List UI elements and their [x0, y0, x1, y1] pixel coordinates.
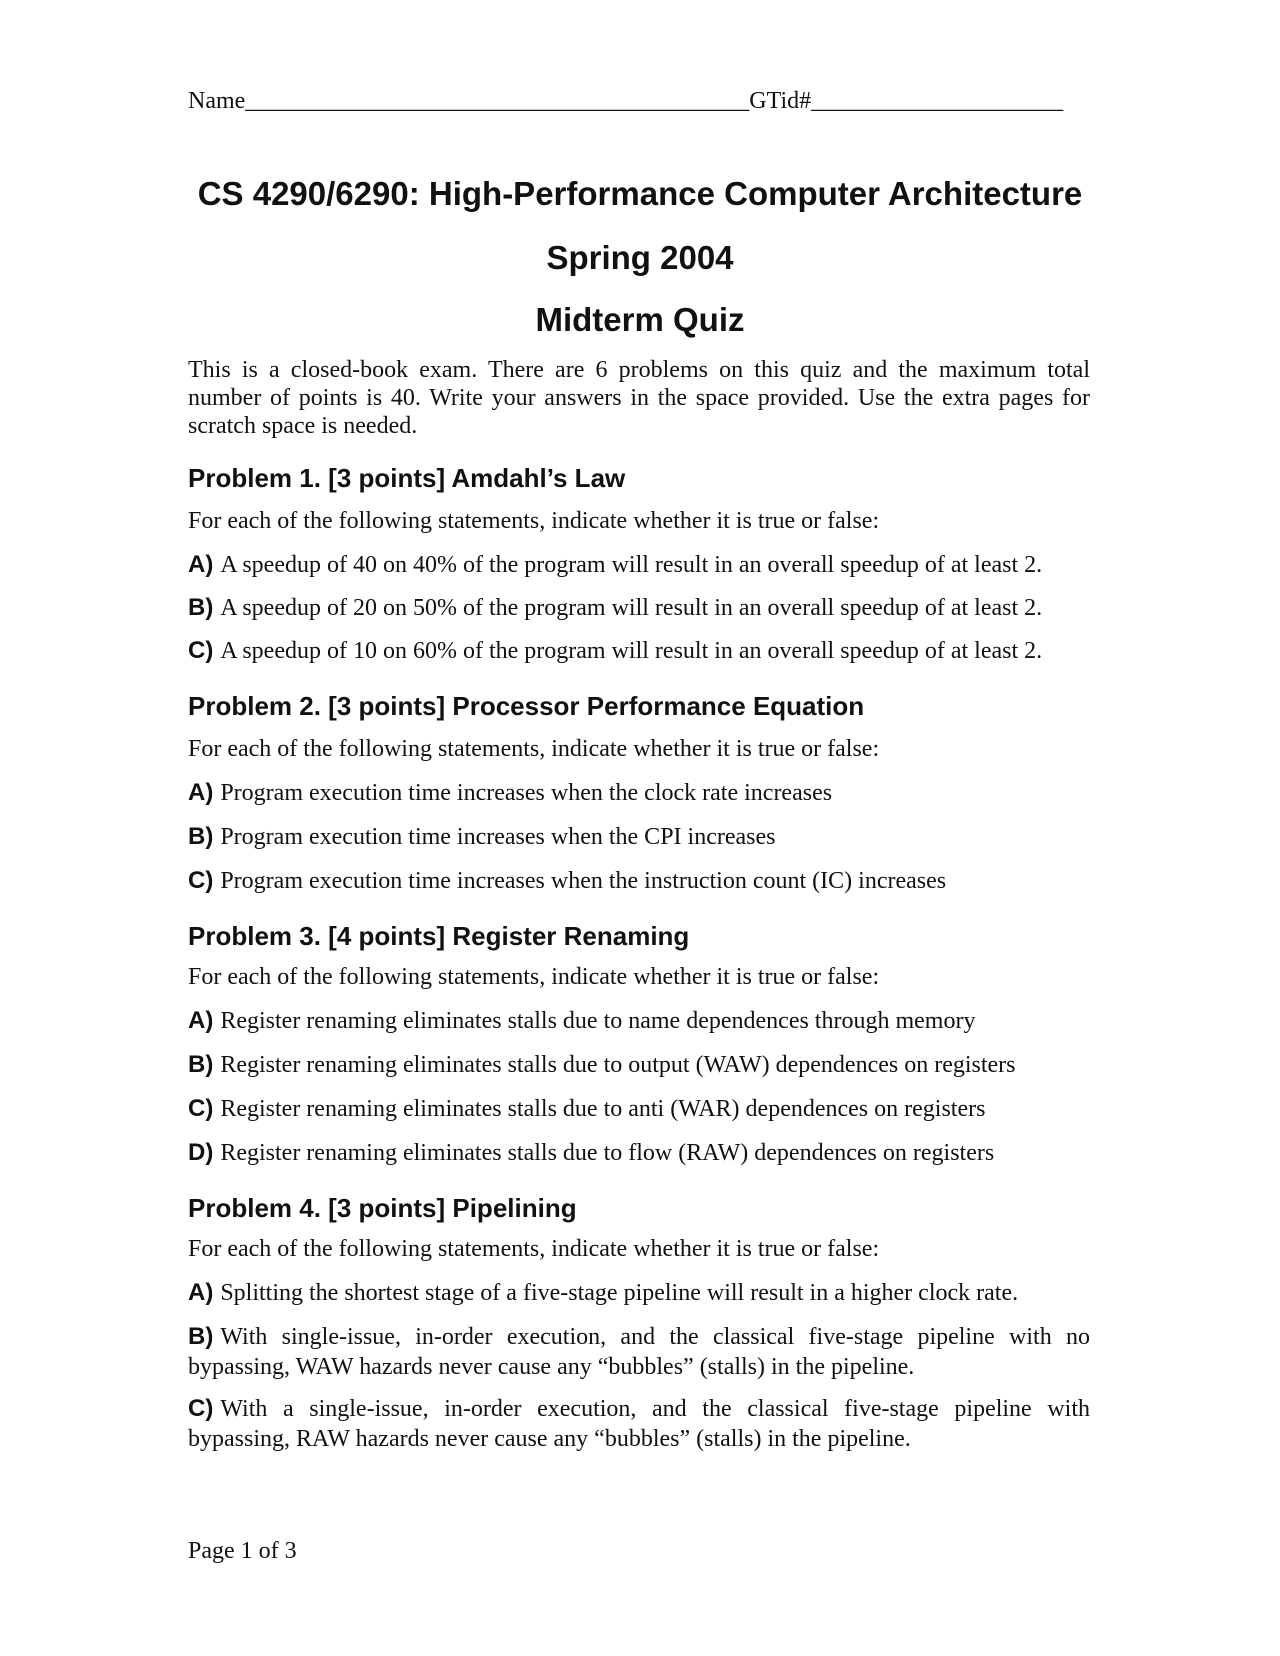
- problem-4-heading: Problem 4. [3 points] Pipelining: [188, 1193, 577, 1223]
- problem-1-statement-a: [188, 550, 1090, 580]
- statement-letter: C): [188, 1395, 214, 1422]
- term-title: Spring 2004: [546, 239, 734, 276]
- problem-2-statement-b: [188, 822, 1090, 852]
- statement-letter: A): [188, 779, 214, 806]
- name-gtid-line: Name__________________________________________GTid#_____________________: [188, 88, 1064, 114]
- page-number: Page 1 of 3: [188, 1538, 297, 1564]
- statement-text: A speedup of 10 on 60% of the program will result in an overall speedup of at least 2.: [220, 638, 1043, 664]
- problem-3-statement-a: [188, 1006, 1090, 1036]
- statement-text: Splitting the shortest stage of a five-stage pipeline will result in a higher clock rate.: [220, 1280, 1019, 1306]
- problem-3-statement-b: [188, 1050, 1090, 1080]
- problem-2-statement-c: [188, 866, 1090, 896]
- statement-text: Register renaming eliminates stalls due to anti (WAR) dependences on registers: [220, 1096, 986, 1122]
- statement-letter: C): [188, 1095, 214, 1122]
- statement-letter: A): [188, 551, 214, 578]
- problem-4-prompt: For each of the following statements, indicate whether it is true or false:: [188, 1236, 880, 1262]
- statement-text: Register renaming eliminates stalls due to name dependences through memory: [220, 1008, 976, 1034]
- problem-3-prompt: For each of the following statements, indicate whether it is true or false:: [188, 964, 880, 990]
- statement-text: Program execution time increases when the clock rate increases: [220, 780, 833, 806]
- statement-letter: C): [188, 867, 214, 894]
- statement-text: A speedup of 40 on 40% of the program will result in an overall speedup of at least 2.: [220, 552, 1043, 578]
- statement-text: Register renaming eliminates stalls due to flow (RAW) dependences on registers: [220, 1140, 995, 1166]
- statement-text: With a single-issue, in-order execution, and the classical five-stage pipeline with bypassing, RAW hazards never cause any “bubbles” (stalls) in the pipeline.: [188, 1396, 1090, 1452]
- statement-letter: B): [188, 1051, 214, 1078]
- instructions-paragraph: This is a closed-book exam. There are 6 problems on this quiz and the maximum total number of points is 40. Write your answers in the space provided. Use the extra pages for scratch space is needed.: [188, 357, 1090, 439]
- statement-text: A speedup of 20 on 50% of the program will result in an overall speedup of at least 2.: [220, 595, 1043, 621]
- statement-letter: B): [188, 594, 214, 621]
- statement-letter: B): [188, 1323, 214, 1350]
- exam-title: Midterm Quiz: [535, 301, 745, 338]
- problem-1-prompt: For each of the following statements, indicate whether it is true or false:: [188, 508, 880, 534]
- statement-text: With single-issue, in-order execution, and the classical five-stage pipeline with no bypassing, WAW hazards never cause any “bubbles” (stalls) in the pipeline.: [188, 1324, 1090, 1380]
- statement-letter: A): [188, 1007, 214, 1034]
- statement-letter: B): [188, 823, 214, 850]
- problem-1-statement-c: [188, 636, 1090, 666]
- statement-text: Register renaming eliminates stalls due to output (WAW) dependences on registers: [220, 1052, 1016, 1078]
- course-title: CS 4290/6290: High-Performance Computer Architecture: [197, 175, 1083, 212]
- statement-text: Program execution time increases when the CPI increases: [220, 824, 776, 850]
- problem-2-heading: Problem 2. [3 points] Processor Performance Equation: [188, 691, 865, 721]
- problem-2-statement-a: [188, 778, 1090, 808]
- problem-3-statement-c: [188, 1094, 1090, 1124]
- problem-2-prompt: For each of the following statements, indicate whether it is true or false:: [188, 736, 880, 762]
- problem-4-statement-b: [188, 1322, 1090, 1382]
- statement-text: Program execution time increases when the instruction count (IC) increases: [220, 868, 947, 894]
- problem-4-statement-a: [188, 1278, 1090, 1308]
- statement-letter: A): [188, 1279, 214, 1306]
- problem-4-statement-c: [188, 1394, 1090, 1454]
- problem-3-statement-d: [188, 1138, 1090, 1168]
- problem-1-heading: Problem 1. [3 points] Amdahl’s Law: [188, 463, 626, 493]
- problem-1-statement-b: [188, 593, 1090, 623]
- problem-3-heading: Problem 3. [4 points] Register Renaming: [188, 921, 690, 951]
- statement-letter: C): [188, 637, 214, 664]
- statement-letter: D): [188, 1139, 214, 1166]
